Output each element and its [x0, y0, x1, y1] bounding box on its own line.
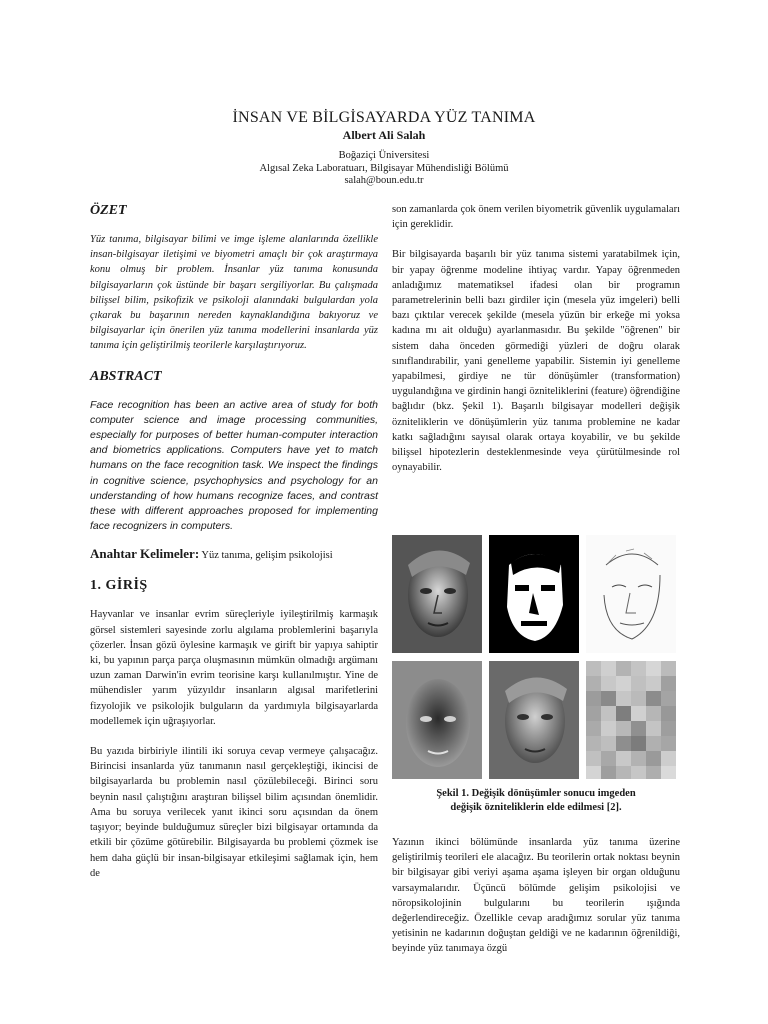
giris-paragraph-2: Bu yazıda birbiriyle ilintili iki soruya cevap vermeye çalışacağız. Birincisi insanlarda yüz tanımanın nasıl gerçekleştiği, ikincisi de bilgisayarlarda bu problemin nasıl çözülebileceği. Birinci soru beynin nasıl çalıştığını araştıran bilişsel bilim açısından önemlidir. Ama bu soruya verilecek yanıt ikinci soru açısından da önem taşıyor; beyinde bulduğumuz süreçler bizi bilgisayar ortamında da etkili bir çözüme götürebilir. Bilgisayarda bu problemi çözmek ise hem daha güçlü bir insan-bilgisayar etkileşimi sağlamak için, hem de — [90, 746, 378, 879]
keywords-text: Yüz tanıma, gelişim psikolojisi — [199, 550, 333, 562]
right-paragraph-3: Yazının ikinci bölümünde insanlarda yüz tanıma üzerine geliştirilmiş teorileri ele alacağız. Bu teorilerin ortak noktası beynin bir bilgisayar gibi veriyi aşama aşama işleyen bir organ olduğunu varsaymalarıdır. Üçüncü bölümde gelişim psikolojisi ve nöropsikolojinin bulgularını bu teorilerin ışığında değerlendireceğiz. Özellikle cevap aradığımız sorular yüz tanıma yetisinin ne kadarının doğuştan geldiği ve ne kadarının öğrenildiği, beyinde yüz tanımaya özgü — [392, 837, 680, 955]
face-image-inverted — [392, 661, 482, 779]
figure-1 — [392, 535, 680, 815]
affiliation-lab: Algısal Zeka Laboratuarı, Bilgisayar Mühendisliği Bölümü — [259, 162, 509, 174]
face-image-pixelated — [586, 661, 676, 779]
giris-paragraph-1: Hayvanlar ve insanlar evrim süreçleriyle iyileştirilmiş karmaşık görsel sistemleri sayesinde zorlu algılama problemlerini başarıyla çözerler. İnsan gözü öylesine karmaşık ve girift bir yapıya sahiptir ki, bu yapının parça parça oluşmasının mümkün olmadığı argümanı uzun zaman Darwin'in evrim teorisine karşı kullanılmıştır. Yine de mühendisler yarım yüzyıldır insanların algısal marifetlerini fizyolojik ve psikolojik bulguların da yardımıyla bilgisayarlarda modellemek için uğraşıyorlar. — [90, 609, 378, 727]
paper-title: İNSAN VE BİLGİSAYARDA YÜZ TANIMA — [232, 109, 536, 126]
abstract-text: Face recognition has been an active area of study for both computer science and image processing communities, especially for purposes of better human-computer interaction and biometrics applications. Computers have yet to match humans on the face recognition task. We inspect the findings in cognitive science, psychophysics and psychology for an understanding of how humans recognize faces, and contrast these with different approaches proposed for implementing face recognizers in computers. — [90, 398, 378, 533]
right-paragraph-1: son zamanlarda çok önem verilen biyometrik güvenlik uygulamaları için gereklidir. — [392, 204, 680, 231]
figure-image-grid — [392, 535, 680, 779]
figure-caption-line-1: Şekil 1. Değişik dönüşümler sonucu imgeden — [436, 788, 636, 799]
face-image-edges — [586, 535, 676, 653]
right-column — [392, 202, 680, 475]
author-email: salah@boun.edu.tr — [344, 175, 424, 186]
affiliation-university: Boğaziçi Üniversitesi — [338, 150, 430, 161]
keywords — [90, 546, 378, 563]
giris-heading: 1. GİRİŞ — [90, 578, 148, 594]
figure-caption — [392, 787, 680, 815]
face-image-threshold — [489, 535, 579, 653]
right-paragraph-2: Bir bilgisayarda başarılı bir yüz tanıma sistemi yaratabilmek için, bir yapay öğrenme modeline ihtiyaç vardır. Yapay öğrenmeden anladığımız matematiksel ifadesi olan bir programın parametrelerinin belli bazı girdiler için (mesela yüz imgeleri) belli bazı çıktılar verecek şekilde (mesela yüzün bir erkeğe mi yoksa kadına mı ait olduğu) ayarlanmasıdır. Bu şekilde "öğrenen" bir sistem daha önceden görmediği yüzleri de doğru olarak sınıflandırabilir, yani genelleme yapabilir. Sistemin iyi genelleme yapabilmesi, girdiye ne tür dönüşümler (transformation) uygulandığına ve girdinin hangi özniteliklerini (feature) öğrendiğine bağlıdır (bkz. Şekil 1). Başarılı bilgisayar modelleri değişik özniteliklerin ve dönüşümlerin yüz tanıma problemine ne kadar katkı sağladığını sayısal olarak ortaya koyabilir, ve bu şekilde bilişsel hipotezlerin desteklenmesinde veya çürütülmesinde rol oynayabilir. — [392, 249, 680, 474]
left-column — [90, 202, 378, 881]
ozet-text: Yüz tanıma, bilgisayar bilimi ve imge işleme alanlarında özellikle insan-bilgisayar iletişimi ve biyometri amaçlı bir çok araştırmaya konu olmuş bir problem. İnsanlar yüz tanıma konusunda bilgisayarların çok üstünde bir başarı sergiliyorlar. Bu çalışmada bilişsel bilim, psikofizik ve psikoloji alanındaki bulgulardan yola çıkarak bu başarının nereden kaynaklandığına bakıyoruz ve bilgisayarlar için önerilen yüz tanıma modellerini insanlarda yüz tanıma için geliştirilmiş teorilerle karşılaştırıyoruz. — [90, 234, 378, 352]
paper-header — [0, 108, 768, 188]
right-column-lower — [392, 835, 680, 957]
ozet-heading: ÖZET — [90, 203, 127, 218]
figure-caption-line-2: değişik özniteliklerin elde edilmesi [2]. — [450, 802, 622, 813]
face-image-grayscale — [392, 535, 482, 653]
abstract-heading: ABSTRACT — [90, 368, 162, 384]
keywords-label: Anahtar Kelimeler: — [90, 546, 200, 562]
author-name: Albert Ali Salah — [342, 128, 426, 142]
face-image-noisy — [489, 661, 579, 779]
